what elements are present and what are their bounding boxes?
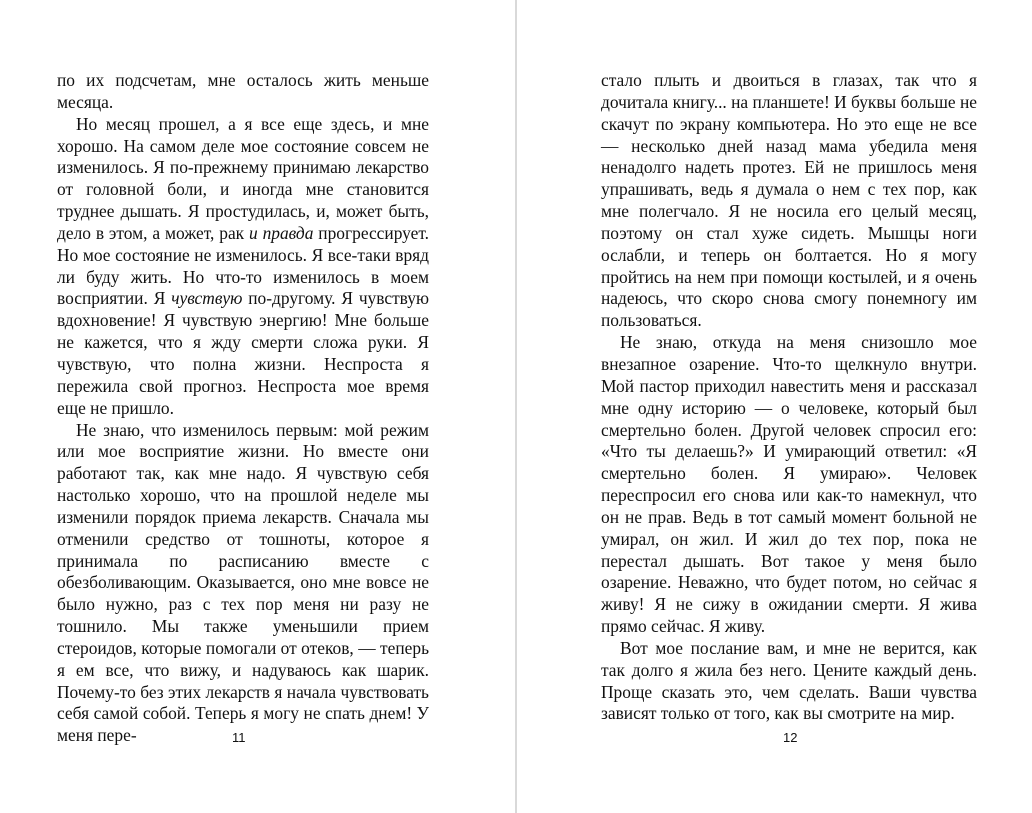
- left-page-text: [57, 70, 429, 747]
- paragraph: Не знаю, что изменилось первым: мой режим или мое восприятие жизни. Но вместе они работают так, как мне надо. Я чувствую себя настолько хорошо, что на прошлой неделе мы изменили порядок приема лекарств. Сначала мы отменили средство от тошноты, которое я принимала по расписанию вместе с обезболивающим. Оказывается, оно мне вовсе не было нужно, раз с тех пор меня ни разу не тошнило. Мы также уменьшили прием стероидов, которые помогали от отеков, — теперь я ем все, что вижу, и надуваюсь как шарик. Почему-то без этих лекарств я начала чувствовать себя самой собой. Теперь я могу не спать днем! У меня пере-: [57, 419, 429, 746]
- right-page-text: [601, 70, 977, 725]
- paragraph: по их подсчетам, мне осталось жить меньше месяца.: [57, 70, 429, 112]
- italic-emphasis: чувствую: [171, 288, 243, 309]
- paragraph: Не знаю, откуда на меня снизошло мое внезапное озарение. Что-то щелкнуло внутри. Мой пастор приходил навестить меня и рассказал мне одну историю — о человеке, который был смертельно болен. Другой человек спросил его: «Что ты делаешь?» И умирающий ответил: «Я смертельно болен. Я умираю». Человек переспросил его снова или как-то намекнул, что он не прав. Ведь в тот самый момент больной не умирал, он жил. И жил до тех пор, пока не перестал дышать. Вот такое у меня было озарение. Неважно, что будет потом, но сейчас я живу! Я не сижу в ожидании смерти. Я жива прямо сейчас. Я живу.: [601, 332, 977, 637]
- right-page: [517, 0, 1032, 813]
- paragraph: стало плыть и двоиться в глазах, так что я дочитала книгу... на планшете! И буквы больше не скачут по экрану компьютера. Но это еще не все — несколько дней назад мама убедила меня ненадолго надеть протез. Ей не пришлось меня упрашивать, ведь я думала о нем с тех пор, как мне полегчало. Я не носила его целый месяц, поэтому он стал хуже сидеть. Мышцы ноги ослабли, и теперь он болтается. Но я могу пройтись на нем при помощи костылей, и я очень надеюсь, что скоро снова смогу понемногу им пользоваться.: [601, 70, 977, 331]
- paragraph: Но месяц прошел, а я все еще здесь, и мне хорошо. На самом деле мое состояние совсем не изменилось. Я по-прежнему принимаю лекарство от головной боли, и иногда мне становится труднее дышать. Я простудилась, и, может быть, дело в этом, а может, рак и правда прогрессирует. Но мое состояние не изменилось. Я все-таки вряд ли буду жить. Но что-то изменилось в моем восприятии. Я чувствую по-другому. Я чувствую вдохновение! Я чувствую энергию! Мне больше не кажется, что я жду смерти сложа руки. Я чувствую, что полна жизни. Неспроста я пережила свой прогноз. Неспроста мое время еще не пришло.: [57, 113, 430, 418]
- italic-emphasis: и правда: [249, 222, 314, 243]
- page-number: 12: [783, 730, 798, 745]
- left-page: [0, 0, 515, 813]
- paragraph: Вот мое послание вам, и мне не верится, как так долго я жила без него. Цените каждый день. Проще сказать это, чем сделать. Ваши чувства зависят только от того, как вы смотрите на мир.: [601, 637, 977, 724]
- page-number: 11: [232, 730, 246, 745]
